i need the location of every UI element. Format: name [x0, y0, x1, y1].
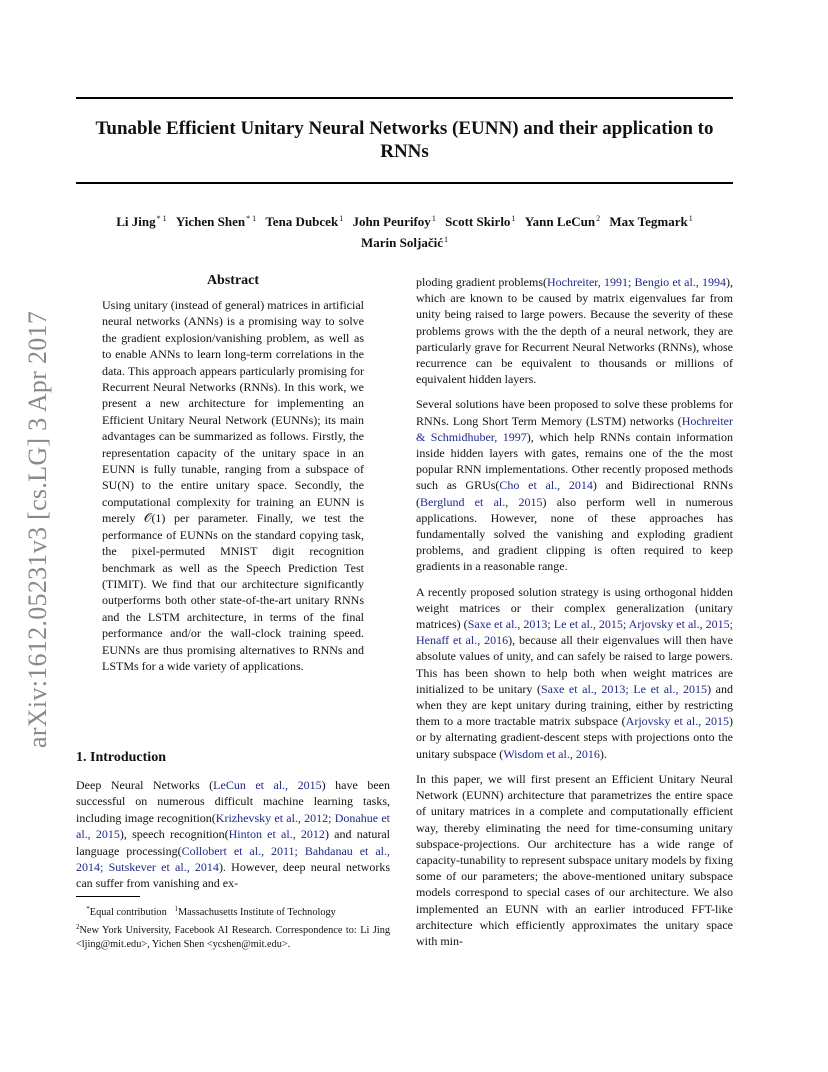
author-name: Scott Skirlo$^1$	[445, 214, 516, 229]
author-name: Marin Soljačić$^1$	[361, 235, 448, 250]
abstract-heading: Abstract	[206, 273, 260, 288]
citation-link[interactable]: Berglund et al., 2015	[420, 494, 543, 509]
author-name: Li Jing$^{* 1}$	[116, 214, 167, 229]
citation-link[interactable]: Hochreiter & Schmidhuber, 1997	[416, 413, 733, 444]
citation-link[interactable]: Krizhevsky et al., 2012; Donahue et al., 2015	[76, 810, 390, 842]
author-name: Tena Dubcek$^1$	[265, 214, 344, 229]
author-list	[76, 210, 733, 252]
intro-paragraph: Deep Neural Networks (LeCun et al., 2015) have been successful on numerous difficult machine learning tasks, including image recognition(Krizhevsky et al., 2012; Donahue et al., 2015), speech recognition(Hinton et al., 2012) and natural language processing(Collobert et al., 2011; Bahdanau et al., 2014; Sutskever et al., 2014). However, deep neural networks can suffer from vanishing and ex-	[76, 778, 391, 891]
section-heading-introduction: 1. Introduction	[76, 750, 166, 765]
citation-link[interactable]: Hochreiter, 1991; Bengio et al., 1994	[546, 275, 726, 289]
citation-link[interactable]: Saxe et al., 2013; Le et al., 2015	[540, 681, 708, 696]
author-name: Yichen Shen$^{* 1}$	[175, 214, 257, 229]
author-name: John Peurifoy$^1$	[352, 214, 436, 229]
right-column	[416, 274, 733, 958]
title-rule-bottom	[76, 182, 733, 184]
left-column	[76, 777, 390, 892]
author-name: Yann LeCun$^2$	[524, 214, 601, 229]
citation-link[interactable]: Collobert et al., 2011; Bahdanau et al., 2014; Sutskever et al., 2014	[76, 843, 390, 875]
citation-link[interactable]: Cho et al., 2014	[499, 478, 593, 493]
footnote	[76, 902, 390, 953]
intro-paragraph: A recently proposed solution strategy is using orthogonal hidden weight matrices or their complex generalization (unitary matrices) (Saxe et al., 2013; Le et al., 2015; Arjovsky et al., 2015; Henaff et al., 2016), because all their eigenvalues will then have absolute values of unity, and can safely be raised to large powers. This has been shown to help both when weight matrices are initialized to be unitary (Saxe et al., 2013; Le et al., 2015) and when they are kept unitary during training, either by restricting them to a more tractable matrix subspace (Arjovsky et al., 2015) or by alternating gradient-descent steps with projections onto the unitary subspace (Wisdom et al., 2016).	[416, 584, 734, 761]
footnote-rule	[76, 896, 140, 897]
citation-link[interactable]: Hinton et al., 2012	[228, 827, 325, 842]
paper-title: Tunable Efficient Unitary Neural Networks (EUNN) and their application to RNNs	[95, 118, 714, 162]
citation-link[interactable]: Saxe et al., 2013; Le et al., 2015; Arjovsky et al., 2015; Henaff et al., 2016	[416, 617, 734, 648]
intro-paragraph: ploding gradient problems(Hochreiter, 1991; Bengio et al., 1994), which are known to be caused by matrix eigenvalues far from unity being raised to large powers. Because the severity of these problems grows with the the depth of a neural network, they are particularly grave for Recurrent Neural Networks (RNNs), whose recurrence can be equivalent to thousands or millions of equivalent hidden layers.	[416, 275, 733, 387]
arxiv-stamp: arXiv:1612.05231v3 [cs.LG] 3 Apr 2017	[23, 310, 52, 748]
citation-link[interactable]: LeCun et al., 2015	[213, 778, 322, 792]
citation-link[interactable]: Wisdom et al., 2016	[503, 746, 600, 761]
intro-paragraph: In this paper, we will first present an Efficient Unitary Neural Network (EUNN) architecture that parametrizes the entire space of unitary matrices in a complete and computationally efficient way, thereby eliminating the need for time-consuming unitary subspace-projections. Our architecture has a wide range of capacity-tunability to represent subspace unitary models by fixing some of our parameters; the above-mentioned unitary subspace models correspond to special cases of our architecture. We also implemented an EUNN with an earlier introduced FFT-like architecture which efficiently approximates the unitary space with min-	[416, 771, 733, 948]
intro-paragraph: Several solutions have been proposed to solve these problems for RNNs. Long Short Term Memory (LSTM) networks (Hochreiter & Schmidhuber, 1997), which help RNNs contain information inside hidden layers with gates, remains one of the the most popular RNN implementations. Other recently proposed methods such as GRUs(Cho et al., 2014) and Bidirectional RNNs (Berglund et al., 2015) also perform well in numerous applications. However, none of these approaches has fundamentally solved the vanishing and exploding gradient problems, and gradient clipping is often required to keep gradients in a reasonable range.	[416, 397, 734, 574]
author-name: Max Tegmark$^1$	[609, 214, 693, 229]
footnote-affiliation: $^2$New York University, Facebook AI Research. Correspondence to: Li Jing <ljing@mit.edu>, Yichen Shen <ycshen@mit.edu>.	[76, 923, 390, 951]
footnote-equal-contribution: *Equal contribution $^1$Massachusetts Institute of Technology	[86, 905, 336, 918]
title-rule-top	[76, 97, 733, 99]
citation-link[interactable]: Arjovsky et al., 2015	[625, 714, 729, 729]
abstract-text: Using unitary (instead of general) matrices in artificial neural networks (ANNs) is a promising way to solve the gradient explosion/vanishing problem, as well as to enable ANNs to learn long-term correlations in the data. This approach appears particularly promising for Recurrent Neural Networks (RNNs). In this work, we present a new architecture for implementing an Efficient Unitary Neural Network (EUNNs); its main advantages can be summarized as follows. Firstly, the representation capacity of the unitary space in an EUNN is fully tunable, ranging from a subspace of SU(N) to the entire unitary space. Secondly, the computational complexity for training an EUNN is merely 𝒪(1) per parameter. Finally, we test the performance of EUNNs on the standard copying task, the pixel-permuted MNIST digit recognition benchmark as well as the Speech Prediction Test (TIMIT). We find that our architecture significantly outperforms both other state-of-the-art unitary RNNs and the LSTM architecture, in terms of the final performance and/or the wall-clock training speed. EUNNs are thus promising alternatives to RNNs and LSTMs for a wide variety of applications.	[102, 298, 364, 673]
